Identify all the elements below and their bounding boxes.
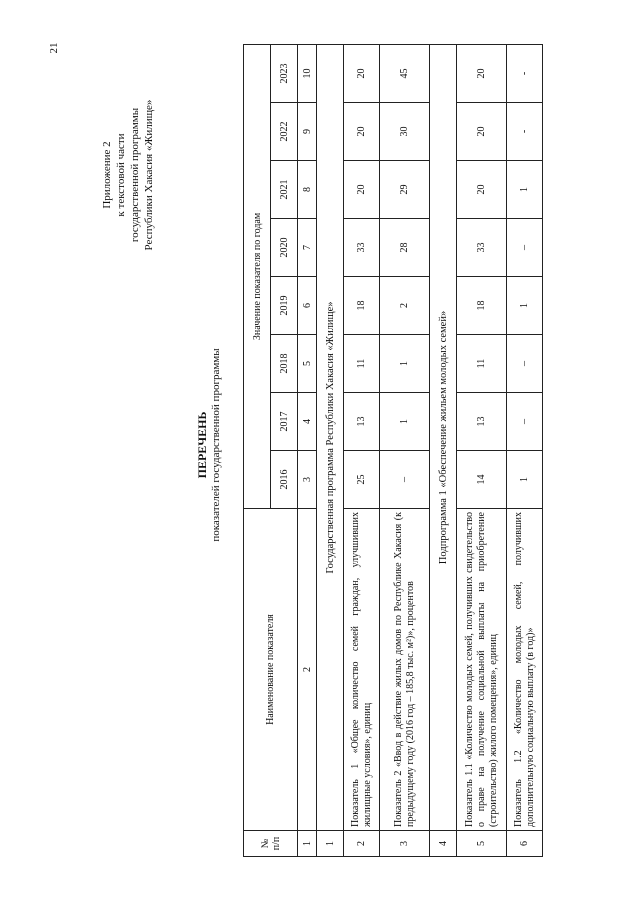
value-cell: 18 (457, 277, 507, 335)
value-cell: 20 (344, 103, 380, 161)
value-cell: 1 (380, 393, 430, 451)
column-number: 10 (298, 44, 317, 102)
row-number: 5 (457, 831, 507, 857)
column-number: 1 (298, 831, 317, 857)
section-title: Государственная программа Республики Хакасия «Жилище» (317, 44, 344, 830)
indicator-name: Показатель 2 «Ввод в действие жилых домов по Республике Хакасия (к предыдущему году (2016 год – 185,8 тыс. м²)», процентов (380, 509, 430, 831)
column-number: 5 (298, 335, 317, 393)
indicators-table (243, 44, 543, 857)
value-cell: 18 (344, 277, 380, 335)
appendix-line-4: Республики Хакасия «Жилище» (143, 99, 155, 251)
value-cell: 33 (344, 219, 380, 277)
table-row (507, 44, 543, 856)
page-number: 21 (48, 42, 60, 54)
indicator-name: Показатель 1.1 «Количество молодых семей, получивших свидетельство о праве на получение социальной выплаты на приобретение (строительство) жилого помещения», единиц (457, 509, 507, 831)
value-cell: 28 (380, 219, 430, 277)
value-cell: 45 (380, 44, 430, 102)
year-cell: 2019 (271, 277, 298, 335)
year-cell: 2018 (271, 335, 298, 393)
column-number: 8 (298, 161, 317, 219)
value-cell: 30 (380, 103, 430, 161)
value-cell: 13 (457, 393, 507, 451)
column-number: 7 (298, 219, 317, 277)
value-cell: - (507, 103, 543, 161)
value-cell: - (507, 44, 543, 102)
column-number: 4 (298, 393, 317, 451)
column-number: 3 (298, 451, 317, 509)
year-cell: 2023 (271, 44, 298, 102)
column-numbers-row (298, 44, 317, 856)
value-cell: 20 (344, 44, 380, 102)
row-number: 3 (380, 831, 430, 857)
appendix-line-2: к текстовой части (115, 133, 127, 217)
column-number: 6 (298, 277, 317, 335)
value-cell: 11 (344, 335, 380, 393)
section-row (317, 44, 344, 856)
value-cell: 13 (344, 393, 380, 451)
title-line-1: ПЕРЕЧЕНЬ (195, 411, 209, 479)
row-number: 6 (507, 831, 543, 857)
value-cell: – (507, 219, 543, 277)
appendix-line-1: Приложение 2 (101, 141, 113, 209)
header-name: Наименование показателя (244, 509, 298, 831)
row-number: 1 (317, 831, 344, 857)
value-cell: 1 (507, 277, 543, 335)
value-cell: 14 (457, 451, 507, 509)
appendix-block (100, 85, 156, 265)
value-cell: 33 (457, 219, 507, 277)
value-cell: 20 (457, 44, 507, 102)
column-number: 2 (298, 509, 317, 831)
indicator-name: Показатель 1.2 «Количество молодых семей, получивших дополнительную социальную выплату (в год)» (507, 509, 543, 831)
header-no: № п/п (244, 831, 298, 857)
year-cell: 2022 (271, 103, 298, 161)
value-cell: 20 (457, 161, 507, 219)
year-cell: 2017 (271, 393, 298, 451)
value-cell: 29 (380, 161, 430, 219)
value-cell: – (380, 451, 430, 509)
indicator-name: Показатель 1 «Общее количество семей граждан, улучшивших жилищные условия», единиц (344, 509, 380, 831)
column-number: 9 (298, 103, 317, 161)
value-cell: – (507, 335, 543, 393)
document-title (195, 235, 223, 655)
section-row (430, 44, 457, 856)
value-cell: – (507, 393, 543, 451)
value-cell: 20 (457, 103, 507, 161)
value-cell: 1 (507, 161, 543, 219)
year-cell: 2016 (271, 451, 298, 509)
value-cell: 25 (344, 451, 380, 509)
table-row (344, 44, 380, 856)
year-cell: 2020 (271, 219, 298, 277)
title-line-2: показателей государственной программы (210, 348, 222, 542)
value-cell: 1 (507, 451, 543, 509)
row-number: 4 (430, 831, 457, 857)
value-cell: 11 (457, 335, 507, 393)
value-cell: 1 (380, 335, 430, 393)
header-row (244, 44, 271, 856)
appendix-line-3: государственной программы (129, 107, 141, 243)
year-cell: 2021 (271, 161, 298, 219)
header-values: Значение показателя по годам (244, 44, 271, 508)
value-cell: 2 (380, 277, 430, 335)
table-row (457, 44, 507, 856)
value-cell: 20 (344, 161, 380, 219)
section-title: Подпрограмма 1 «Обеспечение жильем молодых семей» (430, 44, 457, 830)
table-row (380, 44, 430, 856)
row-number: 2 (344, 831, 380, 857)
